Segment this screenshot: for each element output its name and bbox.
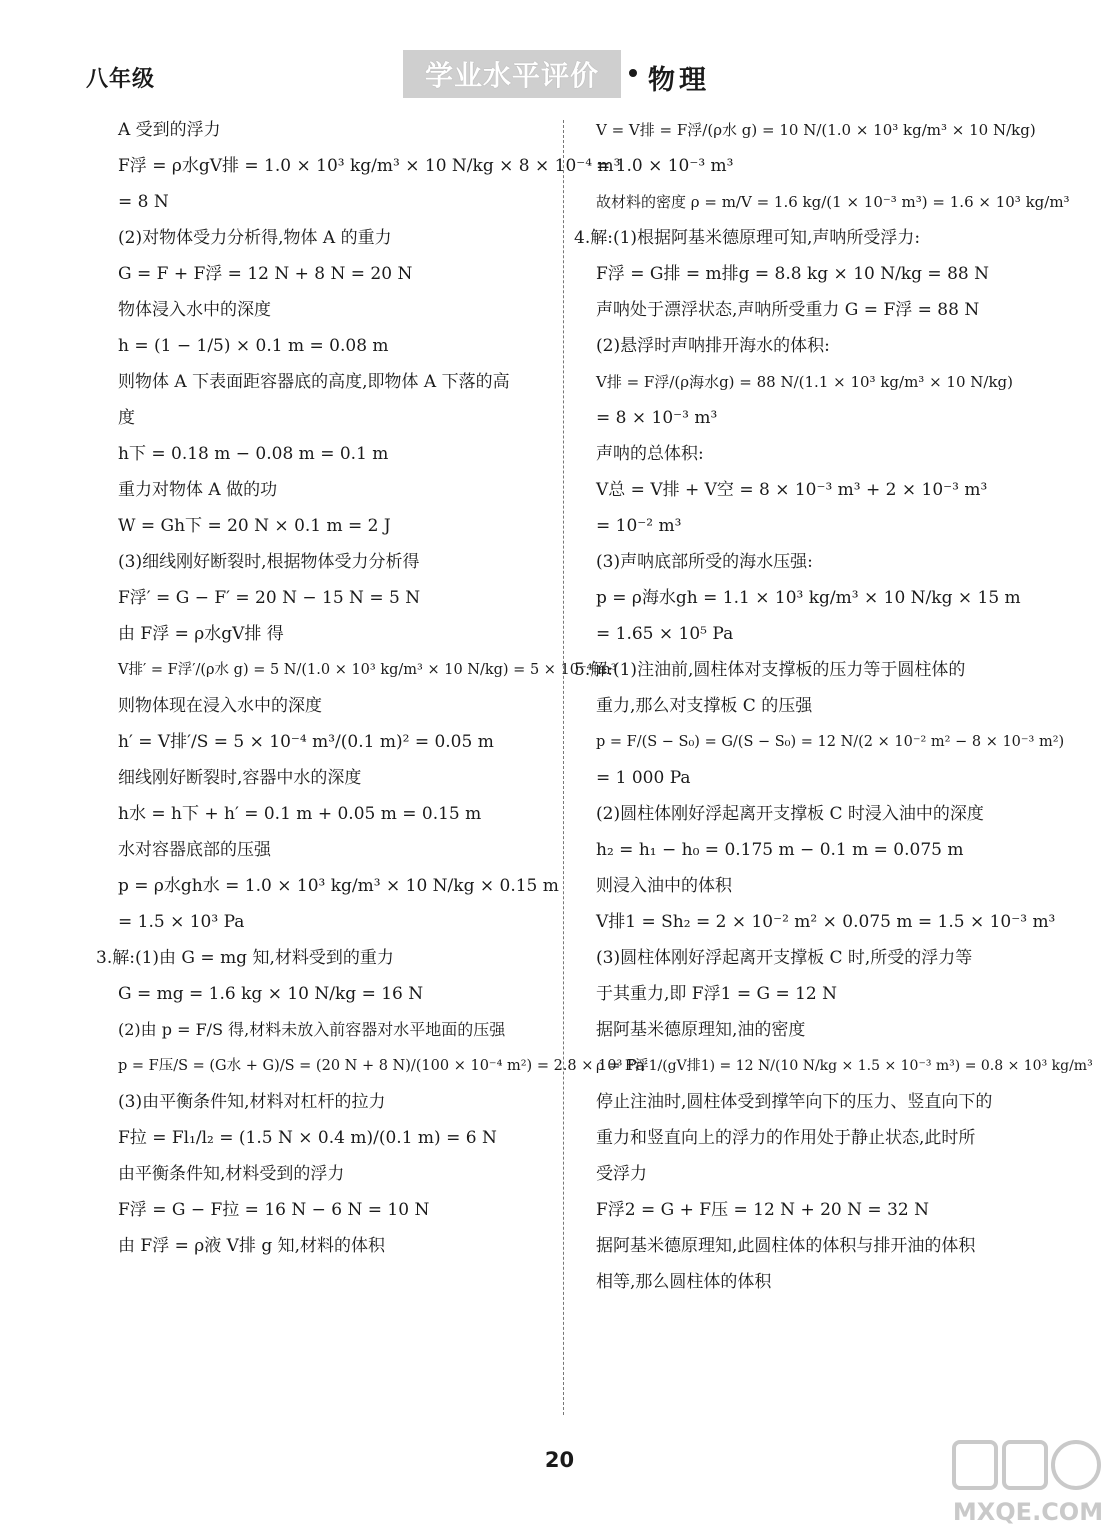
text-line: 由 F浮 = ρ液 V排 g 知,材料的体积 bbox=[118, 1236, 386, 1256]
text-line: 由 F浮 = ρ水gV排 得 bbox=[118, 624, 284, 644]
formula-line: h′ = V排′/S = 5 × 10⁻⁴ m³/(0.1 m)² = 0.05 m bbox=[118, 732, 494, 752]
formula-line: V总 = V排 + V空 = 8 × 10⁻³ m³ + 2 × 10⁻³ m³ bbox=[596, 480, 988, 500]
text-line: 由平衡条件知,材料受到的浮力 bbox=[118, 1164, 345, 1184]
question-5-heading: 5.解:(1)注油前,圆柱体对支撑板的压力等于圆柱体的 bbox=[574, 660, 966, 680]
right-column bbox=[574, 112, 1093, 1300]
formula-line: W = Gh下 = 20 N × 0.1 m = 2 J bbox=[118, 516, 391, 536]
formula-line: = 8 N bbox=[118, 192, 169, 212]
text-line: 声呐处于漂浮状态,声呐所受重力 G = F浮 = 88 N bbox=[596, 300, 980, 320]
formula-line: = 1.65 × 10⁵ Pa bbox=[596, 624, 734, 644]
formula-line: V = V排 = F浮/(ρ水 g) = 10 N/(1.0 × 10³ kg/m³ × 10 N/kg) bbox=[596, 121, 1036, 139]
text-line: 水对容器底部的压强 bbox=[118, 840, 271, 860]
formula-line: V排1 = Sh₂ = 2 × 10⁻² m² × 0.075 m = 1.5 × 10⁻³ m³ bbox=[596, 912, 1056, 932]
text-line: 细线刚好断裂时,容器中水的深度 bbox=[118, 768, 362, 788]
formula-line: F拉 = Fl₁/l₂ = (1.5 N × 0.4 m)/(0.1 m) = 6 N bbox=[118, 1128, 497, 1148]
text-line: 则物体 A 下表面距容器底的高度,即物体 A 下落的高 bbox=[118, 372, 510, 392]
bullet-dot-icon bbox=[629, 69, 637, 77]
subject-label: 物理 bbox=[648, 65, 710, 96]
text-line: (3)声呐底部所受的海水压强: bbox=[596, 552, 813, 572]
formula-line: h下 = 0.18 m − 0.08 m = 0.1 m bbox=[118, 444, 389, 464]
text-line: 据阿基米德原理知,油的密度 bbox=[596, 1020, 806, 1040]
formula-line: V排′ = F浮′/(ρ水 g) = 5 N/(1.0 × 10³ kg/m³ × 10 N/kg) = 5 × 10⁻⁴ m³ bbox=[118, 662, 617, 678]
text-line: A 受到的浮力 bbox=[118, 120, 221, 140]
formula-line: p = ρ海水gh = 1.1 × 10³ kg/m³ × 10 N/kg × 15 m bbox=[596, 588, 1021, 608]
formula-line: G = mg = 1.6 kg × 10 N/kg = 16 N bbox=[118, 984, 424, 1004]
formula-line: F浮2 = G + F压 = 12 N + 20 N = 32 N bbox=[596, 1200, 929, 1220]
formula-line: h水 = h下 + h′ = 0.1 m + 0.05 m = 0.15 m bbox=[118, 804, 482, 824]
text-line: 度 bbox=[118, 408, 135, 428]
formula-line: F浮 = G排 = m排g = 8.8 kg × 10 N/kg = 88 N bbox=[596, 264, 989, 284]
text-line: (3)由平衡条件知,材料对杠杆的拉力 bbox=[118, 1092, 386, 1112]
formula-line: = 1.5 × 10³ Pa bbox=[118, 912, 245, 932]
svg-text:MXQE.COM: MXQE.COM bbox=[952, 1498, 1104, 1526]
formula-line: h = (1 − 1/5) × 0.1 m = 0.08 m bbox=[118, 336, 389, 356]
text-line: 于其重力,即 F浮1 = G = 12 N bbox=[596, 984, 838, 1004]
text-line: (2)圆柱体刚好浮起离开支撑板 C 时浸入油中的深度 bbox=[596, 804, 984, 824]
text-line: (2)由 p = F/S 得,材料未放入前容器对水平地面的压强 bbox=[118, 1020, 506, 1039]
text-line: 停止注油时,圆柱体受到撑竿向下的压力、竖直向下的 bbox=[596, 1092, 993, 1112]
formula-line: F浮′ = G − F′ = 20 N − 15 N = 5 N bbox=[118, 588, 421, 608]
text-line: 据阿基米德原理知,此圆柱体的体积与排开油的体积 bbox=[596, 1236, 976, 1256]
formula-line: = 8 × 10⁻³ m³ bbox=[596, 408, 718, 428]
formula-line: p = F/(S − S₀) = G/(S − S₀) = 12 N/(2 × 10⁻² m² − 8 × 10⁻³ m²) bbox=[596, 734, 1065, 750]
watermark-logo-icon bbox=[948, 1436, 1108, 1528]
page-number: 20 bbox=[544, 1448, 575, 1472]
formula-line: G = F + F浮 = 12 N + 8 N = 20 N bbox=[118, 264, 413, 284]
formula-line: 故材料的密度 ρ = m/V = 1.6 kg/(1 × 10⁻³ m³) = 1.6 × 10³ kg/m³ bbox=[596, 193, 1070, 211]
series-title-banner: 学业水平评价 bbox=[403, 50, 621, 98]
question-4-heading: 4.解:(1)根据阿基米德原理可知,声呐所受浮力: bbox=[574, 228, 921, 248]
text-line: 则浸入油中的体积 bbox=[596, 876, 732, 896]
formula-line: = 10⁻² m³ bbox=[596, 516, 682, 536]
text-line: 重力和竖直向上的浮力的作用处于静止状态,此时所 bbox=[596, 1128, 976, 1148]
text-line: 重力,那么对支撑板 C 的压强 bbox=[596, 696, 813, 716]
question-3-heading: 3.解:(1)由 G = mg 知,材料受到的重力 bbox=[96, 948, 394, 968]
formula-line: p = F压/S = (G水 + G)/S = (20 N + 8 N)/(100 × 10⁻⁴ m²) = 2.8 × 10³ Pa bbox=[118, 1058, 645, 1074]
text-line: 重力对物体 A 做的功 bbox=[118, 480, 278, 500]
grade-label: 八年级 bbox=[86, 67, 156, 92]
formula-line: V排 = F浮/(ρ海水g) = 88 N/(1.1 × 10³ kg/m³ × 10 N/kg) bbox=[596, 373, 1014, 391]
column-divider bbox=[563, 120, 564, 1415]
formula-line: p = ρ水gh水 = 1.0 × 10³ kg/m³ × 10 N/kg × 0.15 m bbox=[118, 876, 559, 896]
text-line: (2)悬浮时声呐排开海水的体积: bbox=[596, 336, 830, 356]
text-line: 物体浸入水中的深度 bbox=[118, 300, 271, 320]
text-line: (2)对物体受力分析得,物体 A 的重力 bbox=[118, 228, 392, 248]
formula-line: = 1.0 × 10⁻³ m³ bbox=[596, 156, 734, 176]
formula-line: F浮 = ρ水gV排 = 1.0 × 10³ kg/m³ × 10 N/kg × 8 × 10⁻⁴ m³ bbox=[118, 156, 621, 176]
text-line: 相等,那么圆柱体的体积 bbox=[596, 1272, 772, 1292]
text-line: (3)圆柱体刚好浮起离开支撑板 C 时,所受的浮力等 bbox=[596, 948, 973, 968]
formula-line: h₂ = h₁ − h₀ = 0.175 m − 0.1 m = 0.075 m bbox=[596, 840, 964, 860]
text-line: 声呐的总体积: bbox=[596, 444, 704, 464]
formula-line: ρ = F浮1/(gV排1) = 12 N/(10 N/kg × 1.5 × 10⁻³ m³) = 0.8 × 10³ kg/m³ bbox=[596, 1058, 1093, 1074]
formula-line: F浮 = G − F拉 = 16 N − 6 N = 10 N bbox=[118, 1200, 430, 1220]
text-line: 则物体现在浸入水中的深度 bbox=[118, 696, 322, 716]
text-line: 受浮力 bbox=[596, 1164, 647, 1184]
text-line: (3)细线刚好断裂时,根据物体受力分析得 bbox=[118, 552, 420, 572]
page-header bbox=[0, 0, 1119, 110]
formula-line: = 1 000 Pa bbox=[596, 768, 691, 788]
